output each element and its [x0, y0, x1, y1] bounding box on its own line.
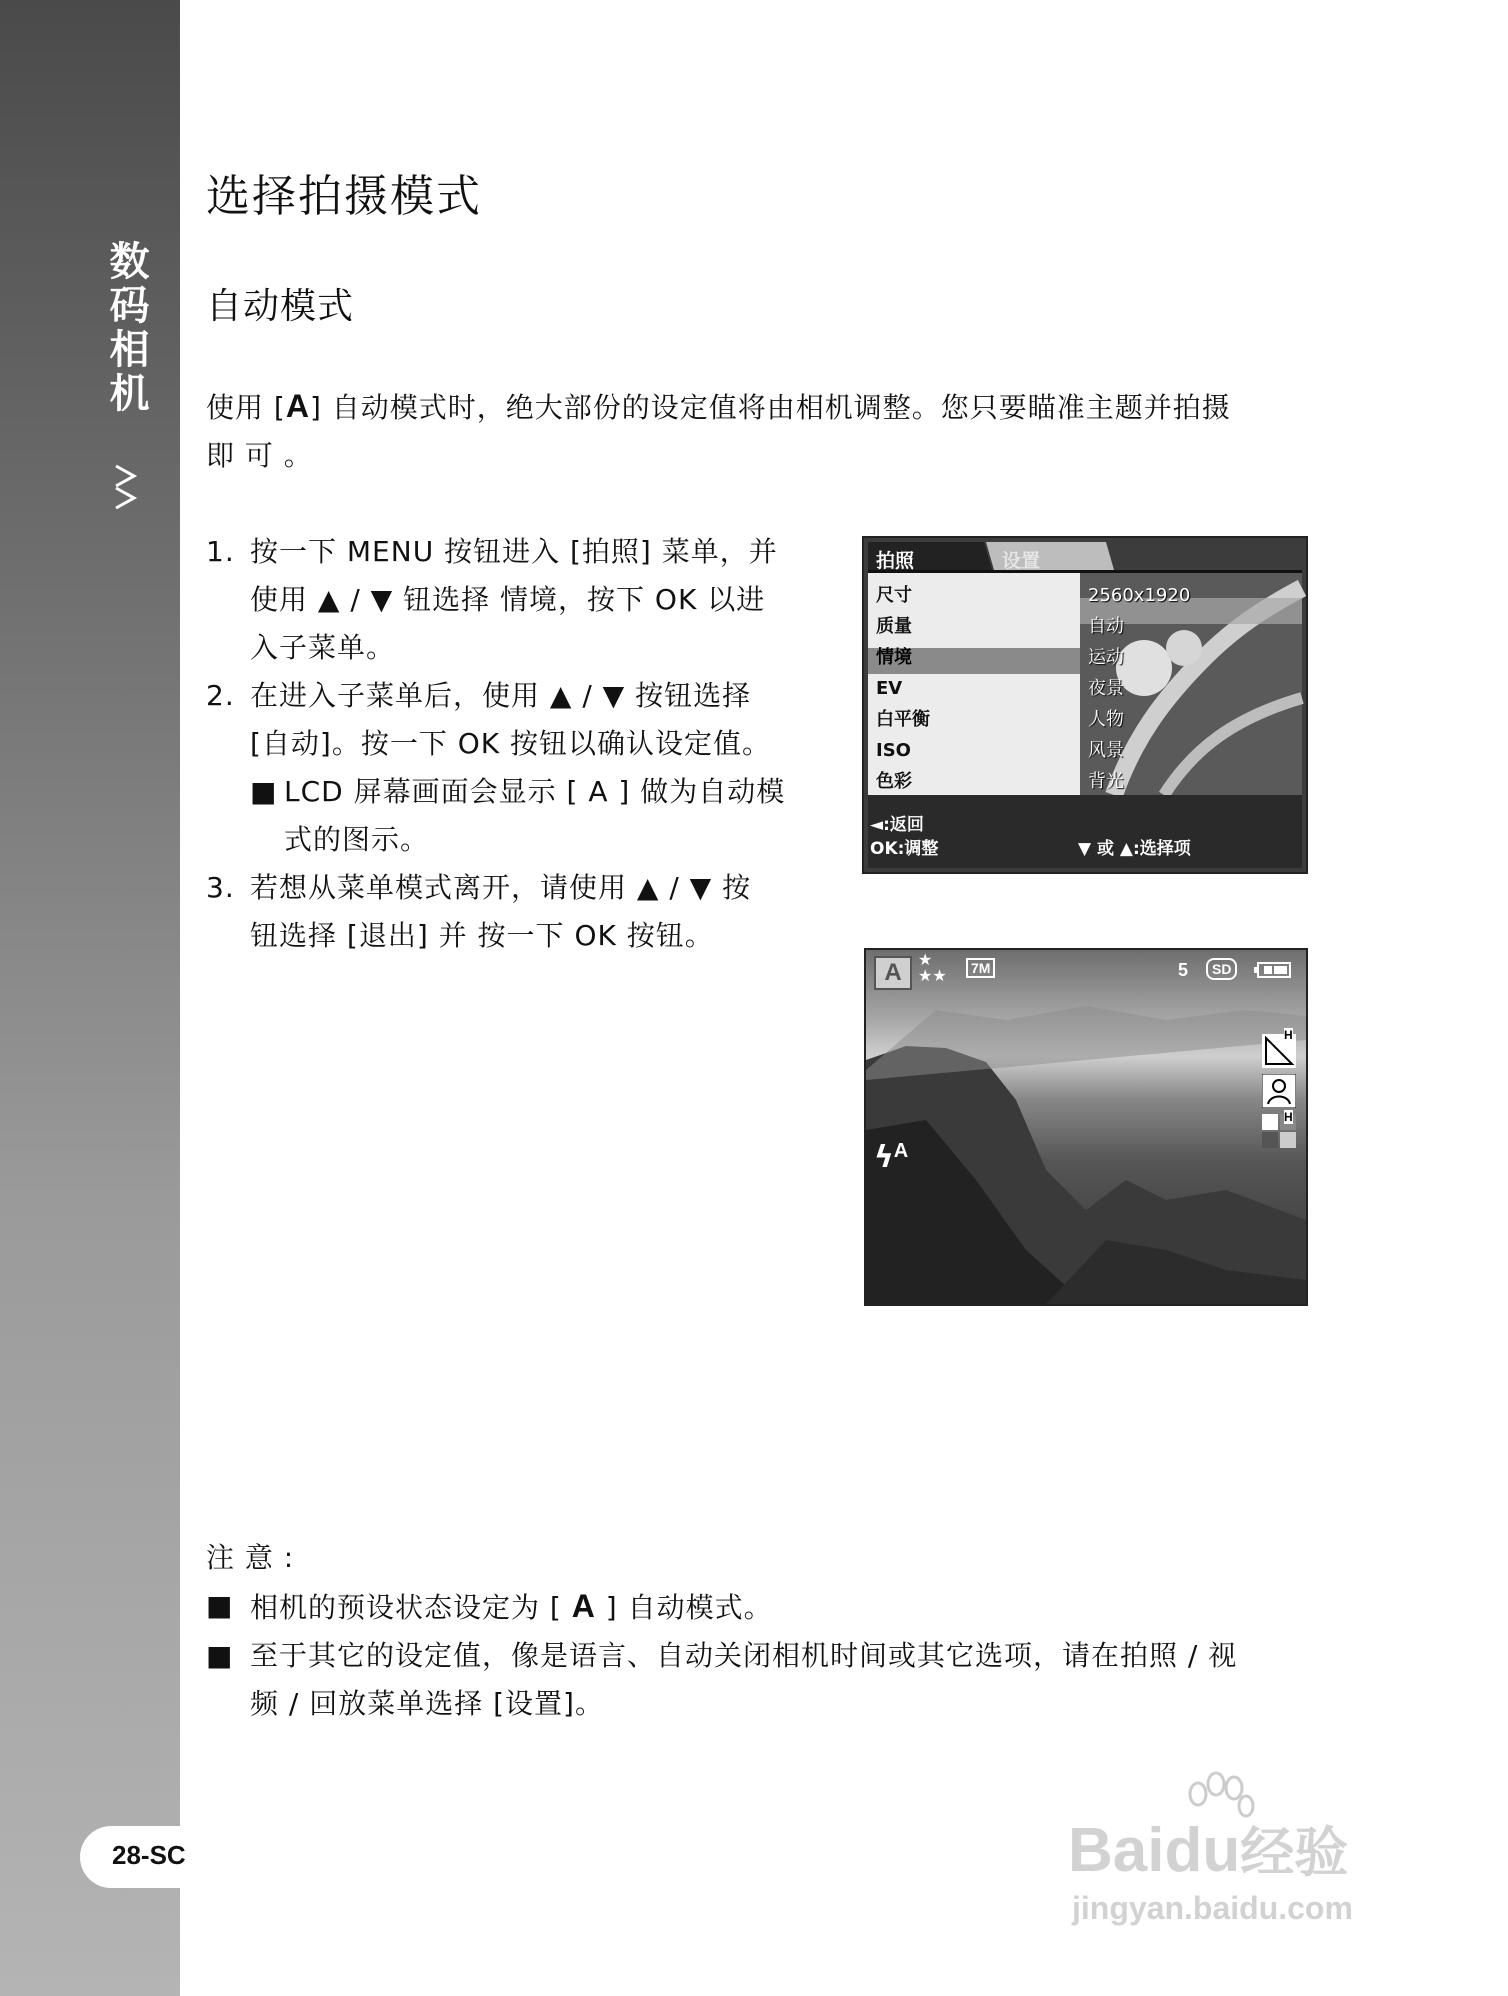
sidebar — [0, 0, 180, 1996]
auto-mode-icon: A — [285, 388, 310, 424]
option-items — [1088, 580, 1190, 797]
flash-auto-icon: $ϟ^A$ — [874, 1140, 909, 1175]
option-item: 2560x1920 — [1088, 585, 1191, 606]
list-item: 2. 在进入子菜单后，使用 ▲ / ▼ 按钮选择 [自动]。按一下 OK 按钮以确认设定值。 ■ LCD 屏幕画面会显示 [ A ] 做为自动模 式的图示。 — [206, 672, 796, 864]
list-item: 3. 若想从菜单模式离开，请使用 ▲ / ▼ 按 钮选择 [退出] 并 按一下 OK 按钮。 — [206, 871, 752, 952]
notes-section — [206, 1534, 1316, 1728]
section-title: 自动模式 — [206, 286, 355, 327]
list-item: ■ 相机的预设状态设定为 [ A ] 自动模式。 — [206, 1582, 1316, 1632]
menu-item: 色彩 — [876, 771, 912, 792]
square-bullet-icon: ■ — [250, 775, 278, 808]
sd-card-icon: SD — [1206, 958, 1237, 980]
option-item: 人物 — [1088, 709, 1124, 730]
page-number: 28-SC — [112, 1840, 186, 1870]
lightning-icon: ϟ — [874, 1140, 894, 1175]
list-item: 1. 按一下 MENU 按钮进入 [拍照] 菜单，并 使用 ▲ / ▼ 钮选择 情境，按下 OK 以进 入子菜单。 — [206, 535, 778, 664]
tab-settings: 设置 — [1002, 550, 1041, 572]
menu-item: ISO — [876, 740, 911, 761]
intro-paragraph — [206, 382, 1316, 480]
list-item: ■ 至于其它的设定值，像是语言、自动关闭相机时间或其它选项，请在拍照 / 视 频 / 回放菜单选择 [设置]。 — [206, 1632, 1316, 1728]
menu-item: EV — [876, 678, 903, 699]
sub-item: ■ LCD 屏幕画面会显示 [ A ] 做为自动模 式的图示。 — [250, 768, 796, 864]
lcd-preview-screenshot — [864, 948, 1308, 1306]
page-title: 选择拍摄模式 — [206, 171, 482, 222]
image-size-badge: 7M — [966, 958, 995, 978]
chevron-right-icon — [112, 462, 152, 512]
intro-line-1: 使用 [A] 自动模式时，绝大部份的设定值将由相机调整。您只要瞄准主题并拍摄 — [206, 388, 1231, 424]
option-item: 风景 — [1088, 740, 1124, 761]
tab-photo: 拍照 — [876, 550, 915, 572]
footer-ok: OK:调整 — [870, 839, 939, 859]
quality-badge: H — [1284, 1028, 1293, 1042]
menu-item: 白平衡 — [876, 709, 930, 730]
notes-heading: 注 意 : — [206, 1541, 295, 1574]
battery-icon — [1254, 960, 1294, 980]
menu-items — [876, 580, 930, 797]
baidu-watermark — [1068, 1770, 1428, 1950]
steps-list — [206, 528, 796, 960]
option-item: 夜景 — [1088, 678, 1124, 699]
option-item: 自动 — [1088, 616, 1124, 637]
footer-select: ▼ 或 ▲:选择项 — [1078, 839, 1191, 859]
lcd-menu-screenshot — [862, 536, 1308, 874]
menu-item: 情境 — [876, 647, 912, 668]
shots-remaining: 5 — [1178, 960, 1189, 980]
footer-back: ◄:返回 — [870, 815, 924, 835]
option-item: 背光 — [1088, 771, 1124, 792]
watermark-url: jingyan.baidu.com — [1072, 1890, 1353, 1926]
mode-badge: A — [874, 956, 912, 990]
sidebar-title: 数码相机 — [103, 240, 149, 416]
intro-line-2: 即 可 。 — [206, 439, 313, 472]
color-badge: H — [1284, 1110, 1293, 1124]
menu-item: 尺寸 — [876, 585, 912, 606]
stars-icon: ★ ★★ — [918, 950, 947, 985]
square-bullet-icon: ■ — [206, 1639, 234, 1672]
menu-item: 质量 — [876, 616, 912, 637]
watermark-brand: Baidu经验 — [1068, 1816, 1349, 1885]
auto-mode-icon: A — [571, 1588, 596, 1624]
square-bullet-icon: ■ — [206, 1589, 234, 1622]
portrait-icon — [1262, 1074, 1296, 1108]
option-item: 运动 — [1088, 647, 1124, 668]
